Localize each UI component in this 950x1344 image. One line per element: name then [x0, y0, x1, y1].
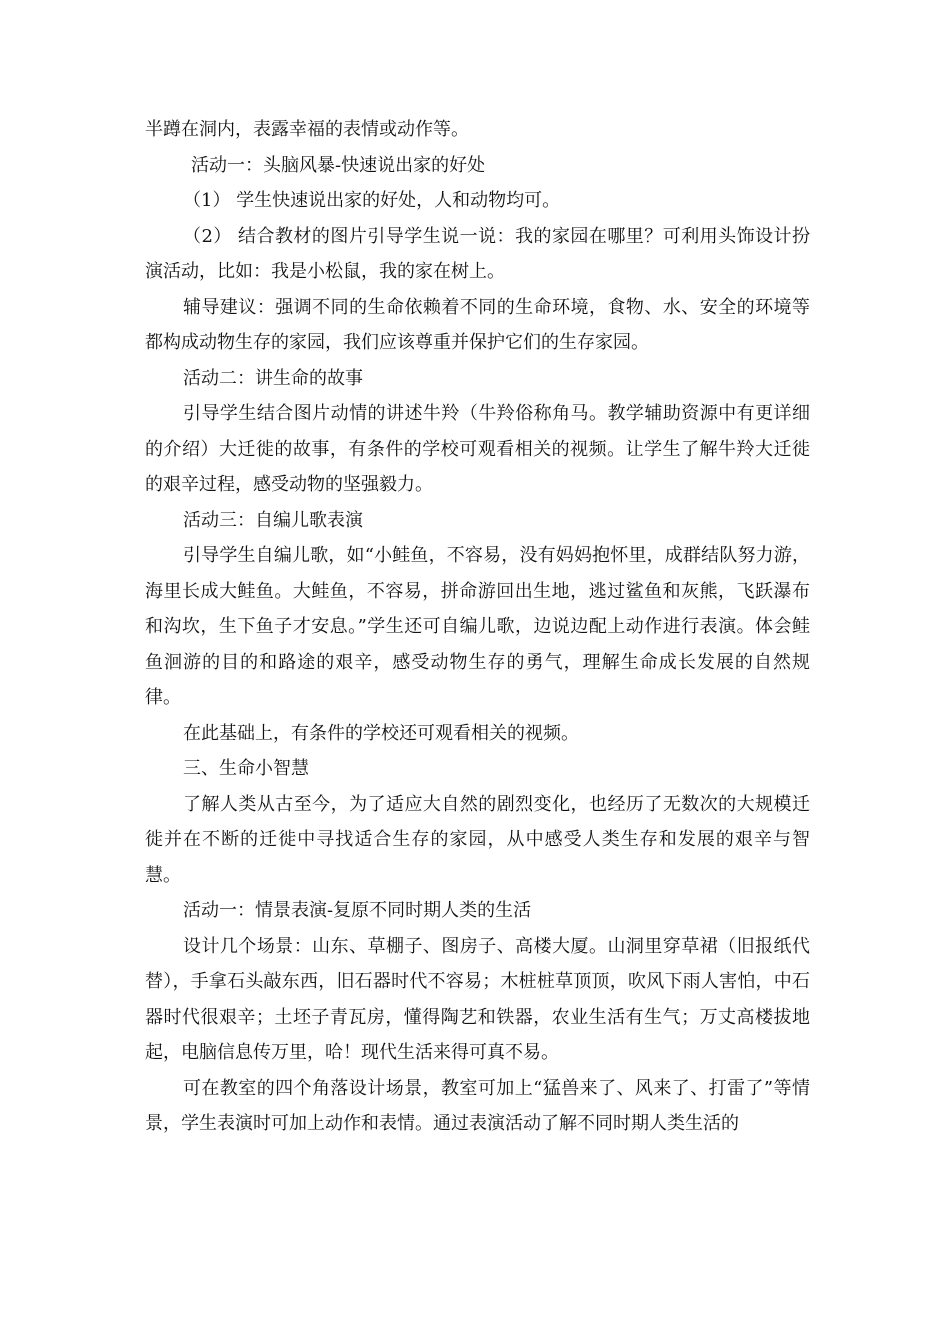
paragraph-video-note: 在此基础上，有条件的学校还可观看相关的视频。 — [183, 722, 579, 744]
heading-activity-one-brainstorm: 活动一：头脑风暴-快速说出家的好处 — [191, 154, 486, 176]
heading-activity-two: 活动二：讲生命的故事 — [183, 367, 363, 389]
heading-activity-three: 活动三：自编儿歌表演 — [183, 509, 363, 531]
list-item-2: （2） 结合教材的图片引导学生说一说：我的家园在哪里？可利用头饰设计扮演活动，比如：我是小松鼠，我的家在树上。 — [145, 225, 810, 282]
paragraph-gnu-migration: 引导学生结合图片动情的讲述牛羚（牛羚俗称角马。教学辅助资源中有更详细的介绍）大迁徙的故事，有条件的学校可观看相关的视频。让学生了解牛羚大迁徙的艰辛过程，感受动物的坚强毅力。 — [145, 403, 810, 495]
paragraph-classroom-corners: 可在教室的四个角落设计场景，教室可加上“猛兽来了、风来了、打雷了”等情景，学生表演时可加上动作和表情。通过表演活动了解不同时期人类生活的 — [145, 1077, 810, 1134]
section-heading-life-wisdom: 三、生命小智慧 — [183, 758, 309, 779]
paragraph-salmon-song: 引导学生自编儿歌，如“小鲑鱼，不容易，没有妈妈抱怀里，成群结队努力游，海里长成大鲑鱼。大鲑鱼，不容易，拼命游回出生地，逃过鲨鱼和灰熊，飞跃瀑布和沟坎，生下鱼子才安息。”学生还可自编儿歌，边说边配上动作进行表演。体会鲑鱼洄游的目的和路途的艰辛，感受动物生存的勇气，理解生命成长发展的自然规律。 — [145, 545, 810, 708]
paragraph-scene-design: 设计几个场景：山东、草棚子、图房子、高楼大厦。山洞里穿草裙（旧报纸代替），手拿石头敲东西，旧石器时代不容易；木桩桩草顶顶，吹风下雨人害怕，中石器时代很艰辛；土坯子青瓦房，懂得陶艺和铁器，农业生活有生气；万丈高楼拔地起，电脑信息传万里，哈！现代生活来得可真不易。 — [145, 935, 810, 1063]
list-item-1: （1） 学生快速说出家的好处，人和动物均可。 — [183, 190, 561, 211]
paragraph-guidance: 辅导建议：强调不同的生命依赖着不同的生命环境，食物、水、安全的环境等都构成动物生存的家园，我们应该尊重并保护它们的生存家园。 — [145, 296, 810, 353]
paragraph-continuation: 半蹲在洞内，表露幸福的表情或动作等。 — [145, 119, 469, 140]
paragraph-human-migration: 了解人类从古至今，为了适应大自然的剧烈变化，也经历了无数次的大规模迁徙并在不断的迁徙中寻找适合生存的家园，从中感受人类生存和发展的艰辛与智慧。 — [145, 793, 810, 886]
heading-activity-one-scenario: 活动一：情景表演-复原不同时期人类的生活 — [183, 900, 532, 921]
document-body — [145, 112, 810, 1142]
